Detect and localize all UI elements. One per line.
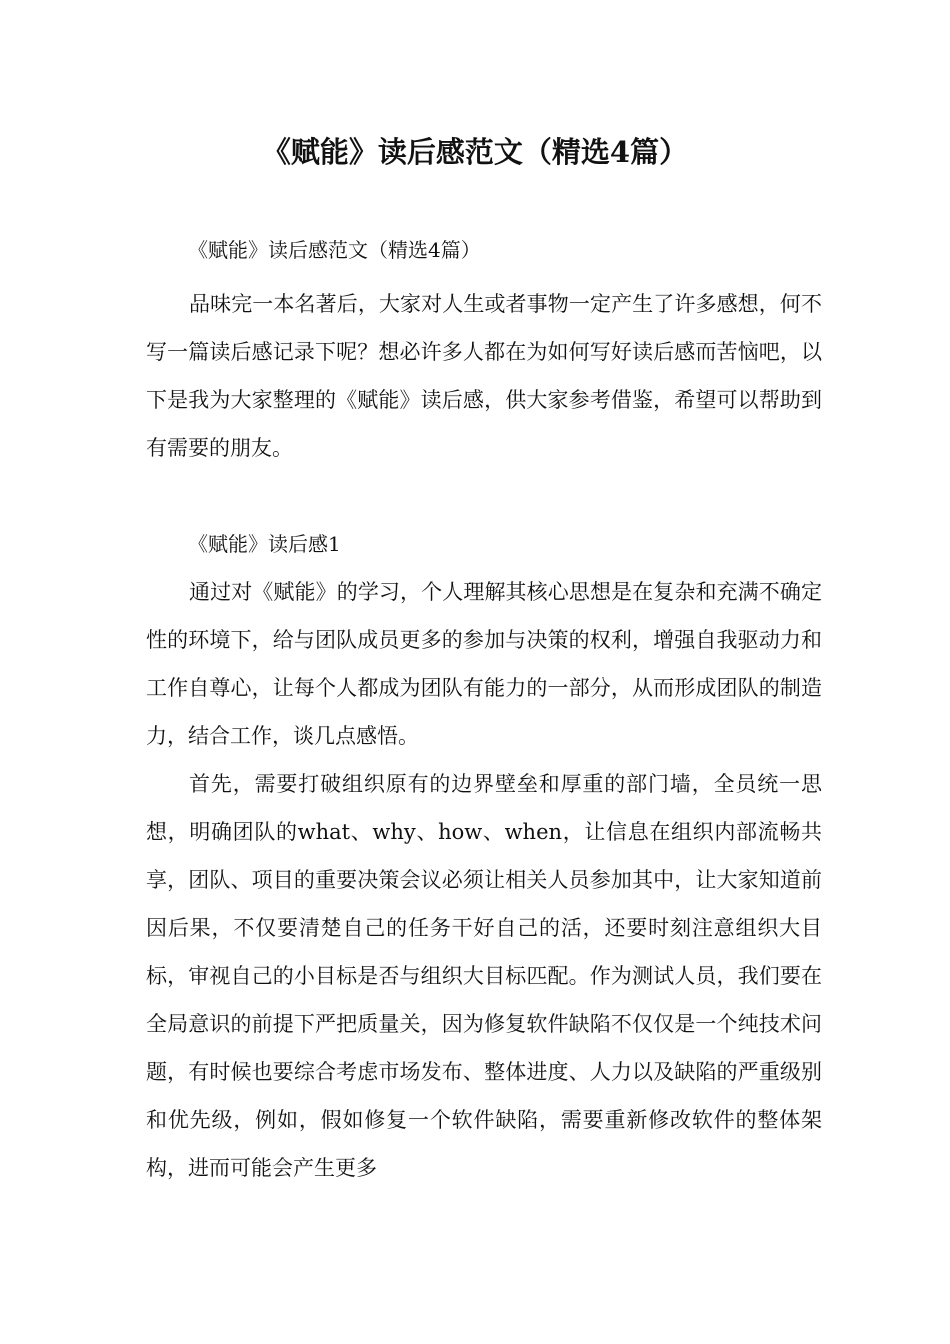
section-paragraph-2: 首先，需要打破组织原有的边界壁垒和厚重的部门墙，全员统一思想，明确团队的what、why、how、when，让信息在组织内部流畅共享，团队、项目的重要决策会议必须让相关人员参加其中，让大家知道前因后果，不仅要清楚自己的任务干好自己的活，还要时刻注意组织大目标，审视自己的小目标是否与组织大目标匹配。作为测试人员，我们要在全局意识的前提下严把质量关，因为修复软件缺陷不仅仅是一个纯技术问题，有时候也要综合考虑市场发布、整体进度、人力以及缺陷的严重级别和优先级，例如，假如修复一个软件缺陷，需要重新修改软件的整体架构，进而可能会产生更多 xyxy=(146,772,822,1180)
section-heading: 《赋能》读后感1 xyxy=(188,532,341,556)
section-spacer xyxy=(146,472,822,514)
intro-paragraph: 品味完一本名著后，大家对人生或者事物一定产生了许多感想，何不写一篇读后感记录下呢？想必许多人都在为如何写好读后感而苦恼吧，以下是我为大家整理的《赋能》读后感，供大家参考借鉴，希望可以帮助到有需要的朋友。 xyxy=(146,292,822,460)
section-paragraph-1: 通过对《赋能》的学习，个人理解其核心思想是在复杂和充满不确定性的环境下，给与团队成员更多的参加与决策的权利，增强自我驱动力和工作自尊心，让每个人都成为团队有能力的一部分，从而形成团队的制造力，结合工作，谈几点感悟。 xyxy=(146,580,822,748)
document-body xyxy=(146,230,822,1192)
document-subtitle: 《赋能》读后感范文（精选4篇） xyxy=(188,238,481,262)
document-title: 《赋能》读后感范文（精选4篇） xyxy=(261,135,689,169)
